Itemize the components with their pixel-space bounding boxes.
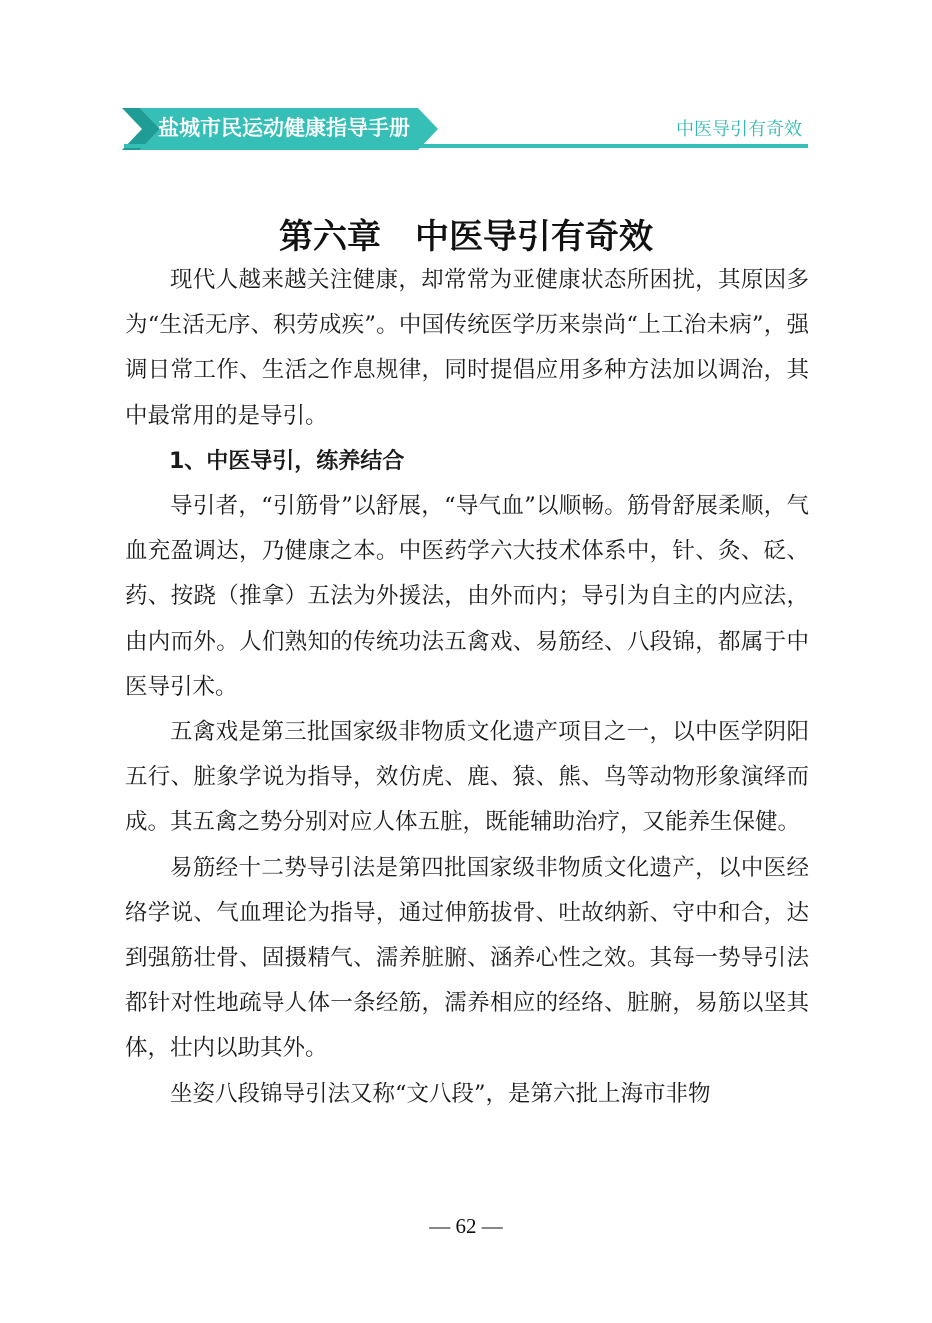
- paragraph: 易筋经十二势导引法是第四批国家级非物质文化遗产，以中医经络学说、气血理论为指导，通过伸筋拔骨、吐故纳新、守中和合，达到强筋壮骨、固摄精气、濡养脏腑、涵养心性之效。其每一势导引法都针对性地疏导人体一条经筋，濡养相应的经络、脏腑，易筋以坚其体，壮内以助其外。: [125, 854, 809, 1062]
- page-number: — 62 —: [429, 1214, 503, 1238]
- running-section-name: 中医导引有奇效: [676, 119, 802, 140]
- main-text: [125, 258, 809, 1117]
- intro-paragraph: 现代人越来越关注健康，却常常为亚健康状态所困扰，其原因多为“生活无序、积劳成疾”。中国传统医学历来崇尚“上工治未病”，强调日常工作、生活之作息规律，同时提倡应用多种方法加以调治，其中最常用的是导引。: [125, 267, 809, 429]
- paragraph: 导引者，“引筋骨”以舒展，“导气血”以顺畅。筋骨舒展柔顺，气血充盈调达，乃健康之本。中医药学六大技术体系中，针、灸、砭、药、按跷（推拿）五法为外援法，由外而内；导引为自主的内应法，由内而外。人们熟知的传统功法五禽戏、易筋经、八段锦，都属于中医导引术。: [125, 493, 809, 700]
- paragraph: 坐姿八段锦导引法又称“文八段”，是第六批上海市非物: [170, 1080, 711, 1107]
- paragraph: 五禽戏是第三批国家级非物质文化遗产项目之一，以中医学阴阳五行、脏象学说为指导，效仿虎、鹿、猿、熊、鸟等动物形象演绎而成。其五禽之势分别对应人体五脏，既能辅助治疗，又能养生保健。: [125, 719, 809, 836]
- book-title: 盐城市民运动健康指导手册: [158, 116, 410, 140]
- page-header: [0, 0, 932, 160]
- chapter-title: 第六章 中医导引有奇效: [279, 216, 653, 257]
- section-heading: 1、中医导引，练养结合: [169, 448, 405, 474]
